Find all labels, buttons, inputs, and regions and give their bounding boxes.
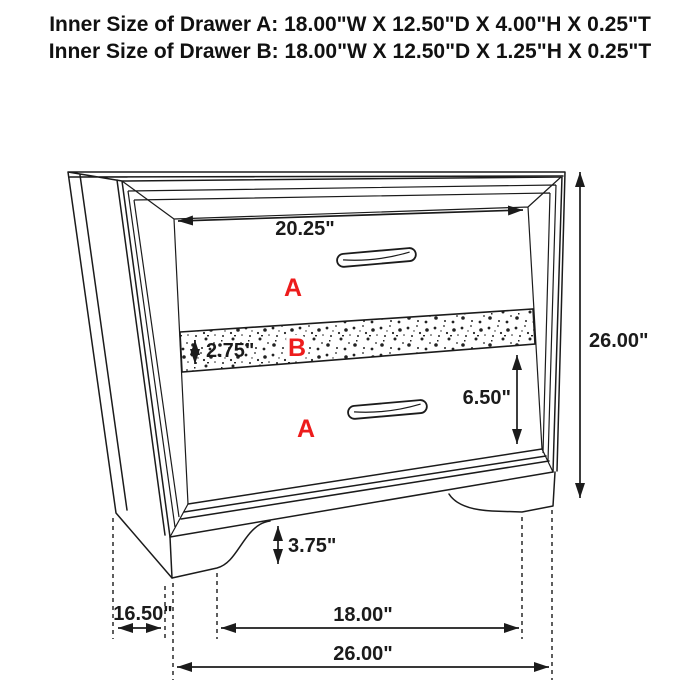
dim-side-depth <box>113 603 173 628</box>
dim-overall-height <box>580 172 649 498</box>
dim-label-bottom-drawer-height: 6.50" <box>462 387 511 409</box>
drawer-b-size-text: Inner Size of Drawer B: 18.00"W X 12.50"D X 1.25"H X 0.25"T <box>48 40 652 63</box>
right-foot <box>449 472 555 512</box>
top-drawer-handle-icon <box>337 248 417 268</box>
dim-leg-height <box>278 526 336 564</box>
dim-label-drawer-opening-width: 20.25" <box>275 218 335 240</box>
dim-label-side-depth: 16.50" <box>113 603 173 625</box>
left-foot <box>170 521 270 578</box>
dim-label-overall-height: 26.00" <box>589 330 649 352</box>
middle-drawer-letter: B <box>287 334 307 362</box>
dim-between-legs-width <box>221 604 519 628</box>
bottom-drawer-handle-icon <box>348 400 428 420</box>
dim-label-middle-drawer-height: 2.75" <box>206 340 255 362</box>
dim-label-between-legs-width: 18.00" <box>333 604 393 626</box>
drawer-a-size-text: Inner Size of Drawer A: 18.00"W X 12.50"D X 4.00"H X 0.25"T <box>49 13 651 36</box>
bottom-drawer-letter: A <box>296 415 316 443</box>
bottom-rail-lines <box>170 449 553 537</box>
dim-label-overall-width: 26.00" <box>333 643 393 665</box>
top-drawer-letter: A <box>283 274 303 302</box>
dim-drawer-opening-width <box>178 210 523 240</box>
dim-bottom-drawer-height <box>463 355 517 444</box>
dim-label-leg-height: 3.75" <box>288 535 337 557</box>
dim-overall-width <box>177 643 549 667</box>
